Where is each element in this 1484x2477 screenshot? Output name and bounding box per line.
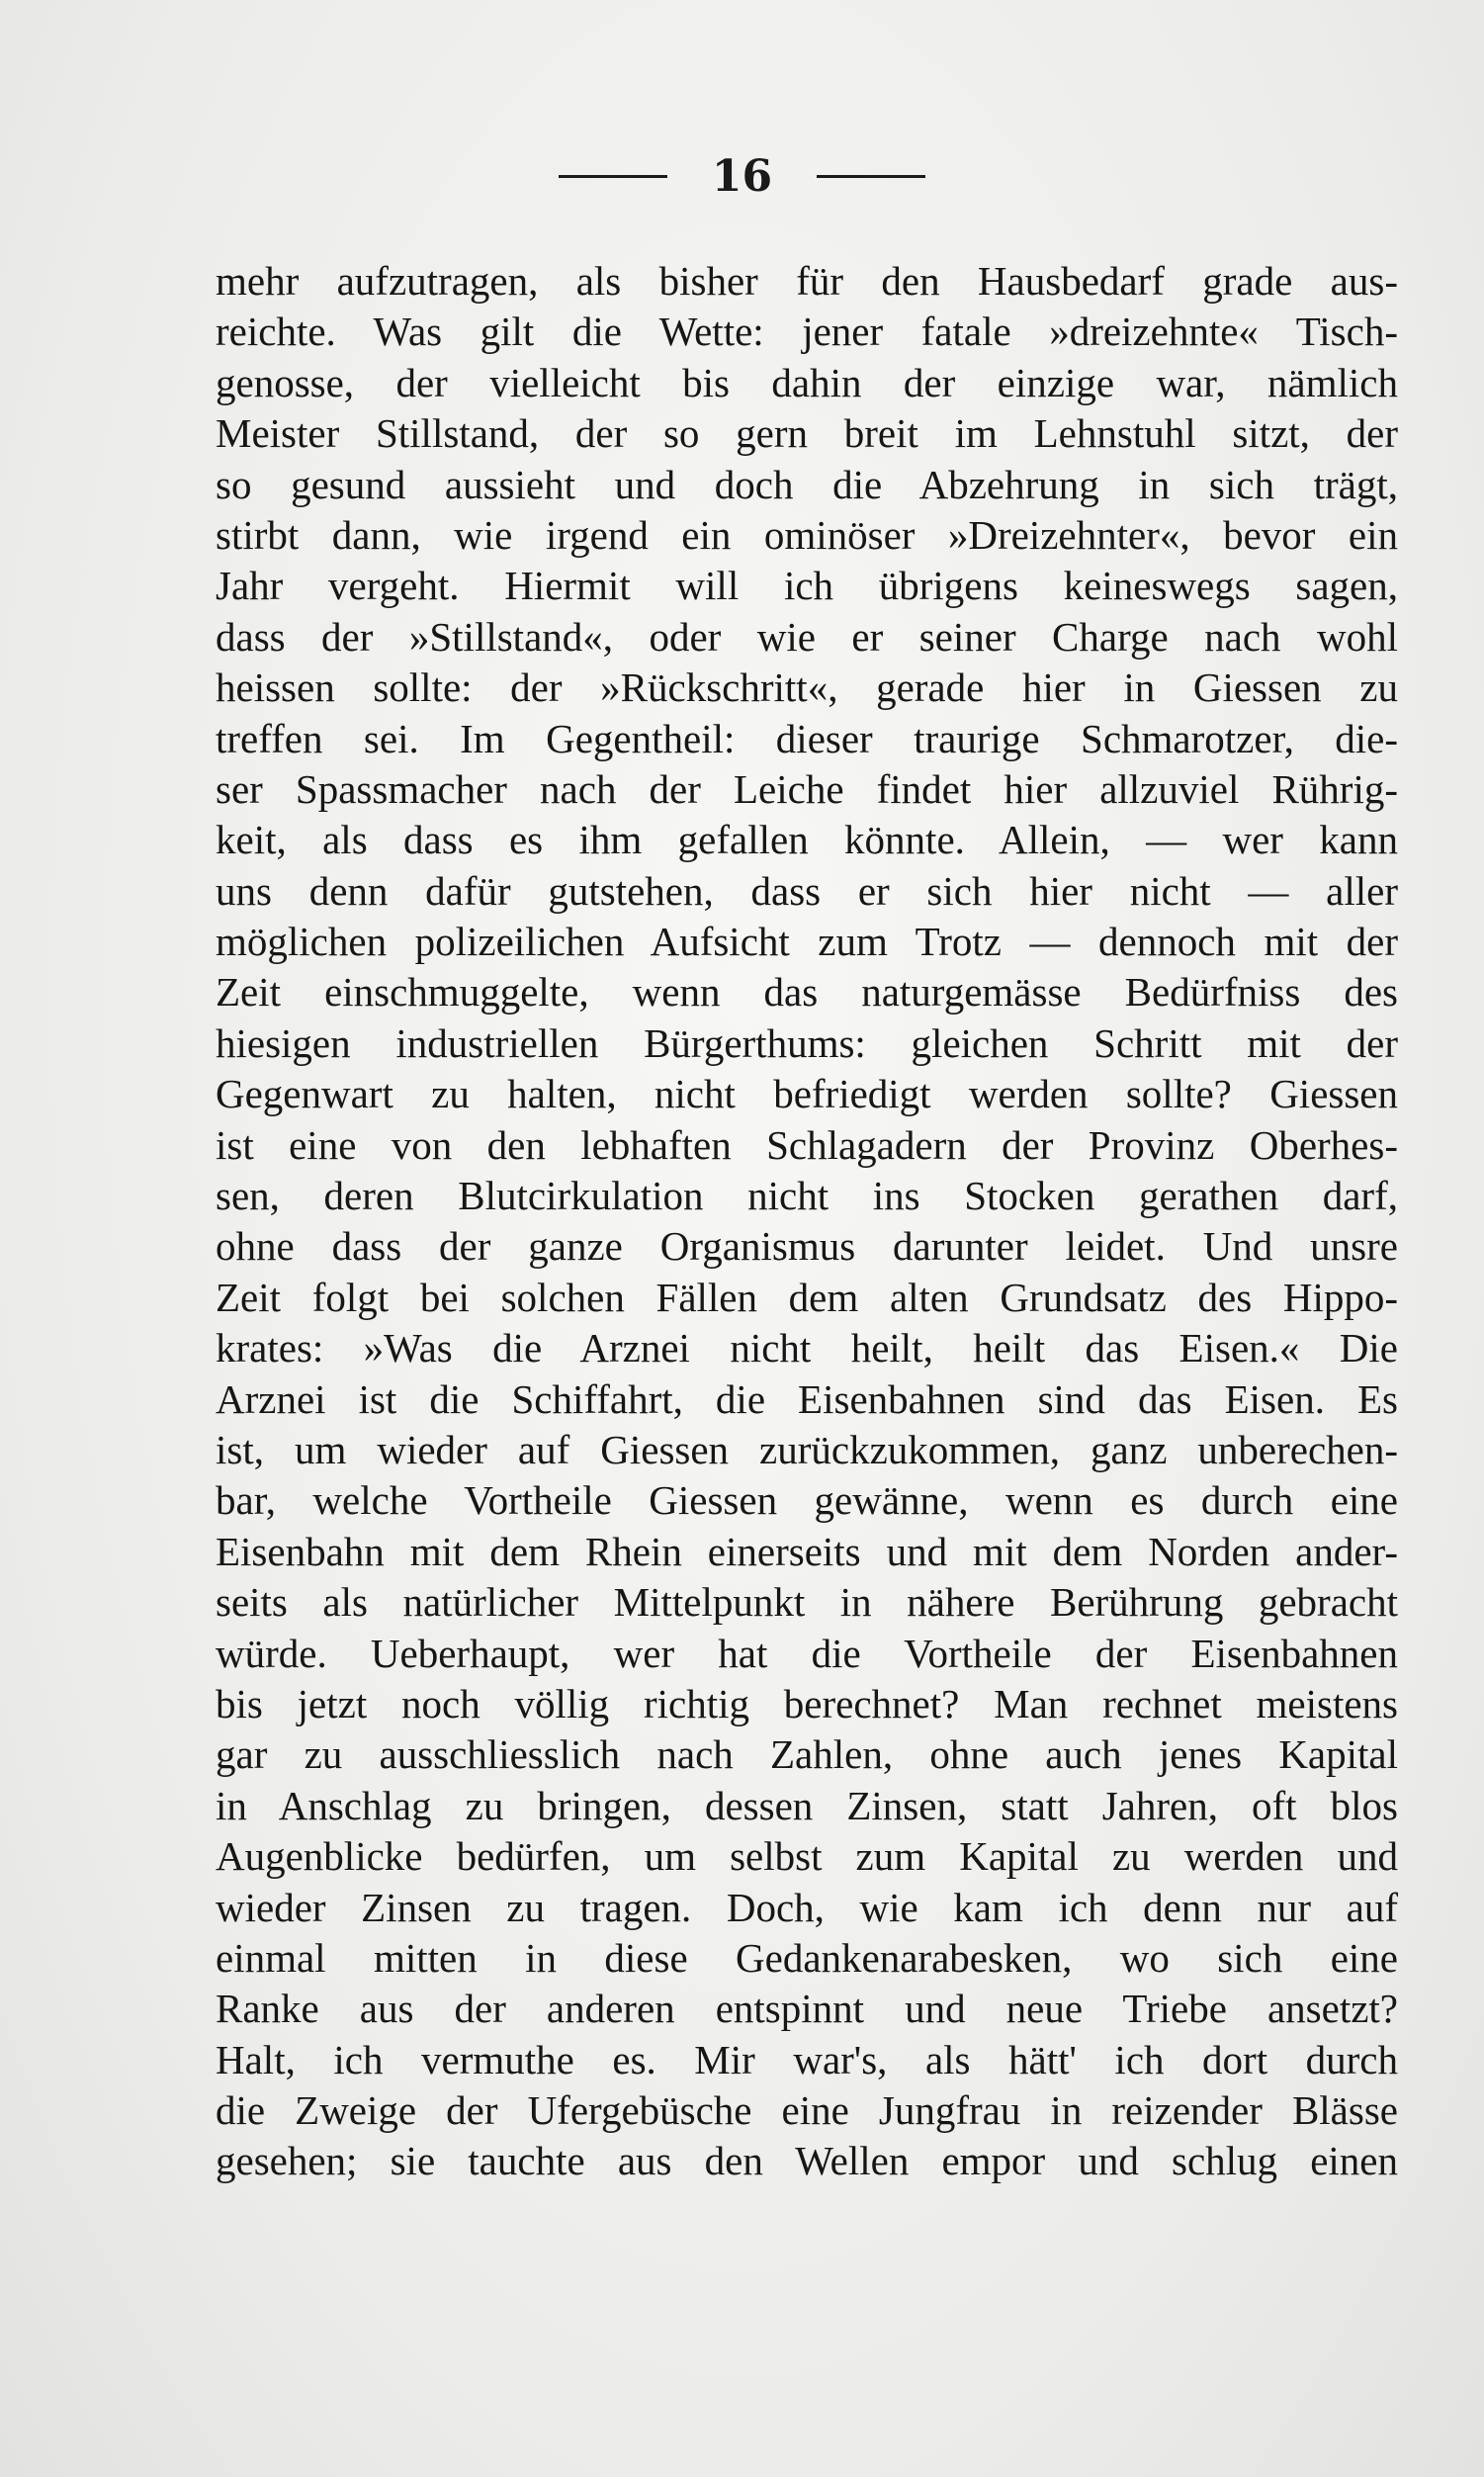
text-line: ist, um wieder auf Giessen zurückzukommen, ganz unberechen- [216,1426,1398,1472]
page-header [0,148,1484,218]
text-line: Augenblicke bedürfen, um selbst zum Kapital zu werden und [216,1833,1398,1880]
text-line: Jahr vergeht. Hiermit will ich übrigens keineswegs sagen, [216,563,1398,609]
text-line: krates: »Was die Arznei nicht heilt, heilt das Eisen.« Die [216,1325,1398,1371]
text-line: einmal mitten in diese Gedankenarabesken, wo sich eine [216,1934,1398,1981]
text-line: ohne dass der ganze Organismus darunter leidet. Und unsre [216,1223,1398,1270]
text-line: reichte. Was gilt die Wette: jener fatale »dreizehnte« Tisch- [216,309,1398,355]
text-line: gesehen; sie tauchte aus den Wellen empor und schlug einen [216,2138,1398,2184]
body-text [216,256,1398,2187]
text-line: Halt, ich vermuthe es. Mir war's, als hätt' ich dort durch [216,2036,1398,2082]
header-rule-left [559,175,667,178]
header-rule-right [817,175,925,178]
text-line: bis jetzt noch völlig richtig berechnet? Man rechnet meistens [216,1680,1398,1726]
text-line: Zeit folgt bei solchen Fällen dem alten Grundsatz des Hippo- [216,1274,1398,1320]
text-line: sen, deren Blutcirkulation nicht ins Stocken gerathen darf, [216,1173,1398,1219]
text-line: stirbt dann, wie irgend ein ominöser »Dreizehnter«, bevor ein [216,511,1398,558]
page-number: 16 [711,151,773,202]
text-line: in Anschlag zu bringen, dessen Zinsen, statt Jahren, oft blos [216,1782,1398,1828]
text-line: bar, welche Vortheile Giessen gewänne, wenn es durch eine [216,1477,1398,1524]
text-line: würde. Ueberhaupt, wer hat die Vortheile der Eisenbahnen [216,1630,1398,1676]
text-line: so gesund aussieht und doch die Abzehrung in sich trägt, [216,461,1398,507]
text-line: treffen sei. Im Gegentheil: dieser traurige Schmarotzer, die- [216,715,1398,761]
text-line: hiesigen industriellen Bürgerthums: gleichen Schritt mit der [216,1019,1398,1066]
text-line: möglichen polizeilichen Aufsicht zum Trotz — dennoch mit der [216,919,1398,965]
text-line: Gegenwart zu halten, nicht befriedigt werden sollte? Giessen [216,1071,1398,1117]
text-line: Arznei ist die Schiffahrt, die Eisenbahnen sind das Eisen. Es [216,1375,1398,1422]
text-line: uns denn dafür gutstehen, dass er sich hier nicht — aller [216,867,1398,914]
text-line: Meister Stillstand, der so gern breit im Lehnstuhl sitzt, der [216,410,1398,457]
text-line: genosse, der vielleicht bis dahin der einzige war, nämlich [216,359,1398,405]
text-line: mehr aufzutragen, als bisher für den Hausbedarf grade aus- [216,258,1398,304]
text-line: Zeit einschmuggelte, wenn das naturgemässe Bedürfniss des [216,969,1398,1016]
text-line: Ranke aus der anderen entspinnt und neue Triebe ansetzt? [216,1986,1398,2032]
text-line: ser Spassmacher nach der Leiche findet hier allzuviel Rührig- [216,765,1398,812]
text-line: dass der »Stillstand«, oder wie er seiner Charge nach wohl [216,613,1398,660]
text-line: gar zu ausschliesslich nach Zahlen, ohne auch jenes Kapital [216,1731,1398,1778]
text-line: Eisenbahn mit dem Rhein einerseits und mit dem Norden ander- [216,1528,1398,1574]
text-line: heissen sollte: der »Rückschritt«, gerade hier in Giessen zu [216,664,1398,711]
text-line: wieder Zinsen zu tragen. Doch, wie kam ich denn nur auf [216,1884,1398,1930]
text-line: keit, als dass es ihm gefallen könnte. Allein, — wer kann [216,817,1398,863]
text-line: ist eine von den lebhaften Schlagadern der Provinz Oberhes- [216,1121,1398,1168]
text-line: die Zweige der Ufergebüsche eine Jungfrau in reizender Blässe [216,2087,1398,2134]
text-line: seits als natürlicher Mittelpunkt in nähere Berührung gebracht [216,1579,1398,1626]
